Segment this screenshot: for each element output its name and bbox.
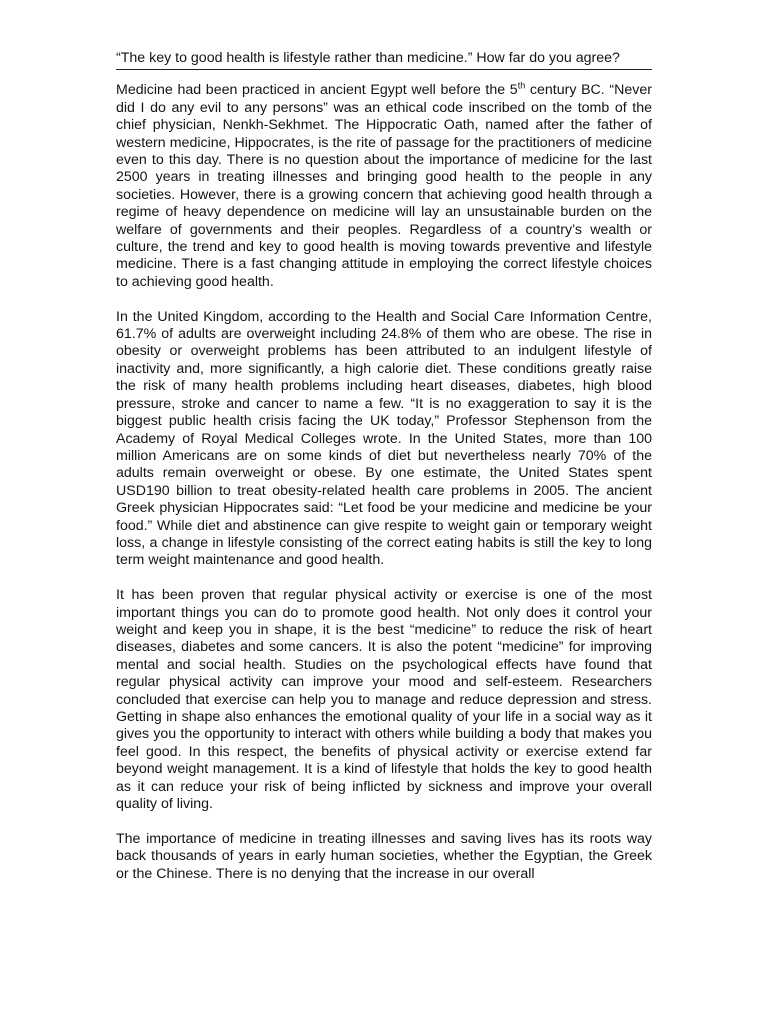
paragraph-1-text: Medicine had been practiced in ancient Egypt well before the 5 [116,82,518,99]
paragraph-1-text-continued: century BC. “Never did I do any evil to any persons” was an ethical code inscribed on the tomb of the chief physician, Nenkh-Sekhmet. The Hippocratic Oath, named after the father of western medicine, Hippocrates, is the rite of passage for the practitioners of medicine even to this day. There is no question about the importance of medicine for the last 2500 years in treating illnesses and bringing good health to the people in any societies. However, there is a growing concern that achieving good health through a regime of heavy dependence on medicine will lay an unsustainable burden on the welfare of governments and their peoples. Regardless of a country’s wealth or culture, the trend and key to good health is moving towards preventive and lifestyle medicine. There is a fast changing attitude in employing the correct lifestyle choices to achieving good health. [116,82,652,290]
paragraph-2: In the United Kingdom, according to the Health and Social Care Information Centre, 61.7% of adults are overweight including 24.8% of them who are obese. The rise in obesity or overweight problems has been attributed to an indulgent lifestyle of inactivity and, more significantly, a high calorie diet. These conditions greatly raise the risk of many health problems including heart diseases, diabetes, high blood pressure, stroke and cancer to name a few. “It is no exaggeration to say it is the biggest public health crisis facing the UK today,” Professor Stephenson from the Academy of Royal Medical Colleges wrote. In the United States, more than 100 million Americans are on some kinds of diet but nevertheless nearly 70% of the adults remain overweight or obese. By one estimate, the United States spent USD190 billion to treat obesity-related health care problems in 2005. The ancient Greek physician Hippocrates said: “Let food be your medicine and medicine be your food.” While diet and abstinence can give respite to weight gain or temporary weight loss, a change in lifestyle consisting of the correct eating habits is still the key to long term weight maintenance and good health. [116,308,652,569]
ordinal-superscript: th [517,80,526,91]
paragraph-4: The importance of medicine in treating illnesses and saving lives has its roots way back thousands of years in early human societies, whether the Egyptian, the Greek or the Chinese. There is no denying that the increase in our overall [116,830,652,882]
essay-title: “The key to good health is lifestyle rather than medicine.” How far do you agree? [116,50,652,70]
document-page [116,50,652,900]
paragraph-1 [116,82,652,291]
paragraph-3: It has been proven that regular physical activity or exercise is one of the most important things you can do to promote good health. Not only does it control your weight and keep you in shape, it is the best “medicine” to reduce the risk of heart diseases, diabetes and some cancers. It is also the potent “medicine” for improving mental and social health. Studies on the psychological effects have found that regular physical activity can improve your mood and self-esteem. Researchers concluded that exercise can help you to manage and reduce depression and stress. Getting in shape also enhances the emotional quality of your life in a social way as it gives you the opportunity to interact with others while building a body that makes you feel good. In this respect, the benefits of physical activity or exercise extend far beyond weight management. It is a kind of lifestyle that holds the key to good health as it can reduce your risk of being inflicted by sickness and improve your overall quality of living. [116,587,652,813]
